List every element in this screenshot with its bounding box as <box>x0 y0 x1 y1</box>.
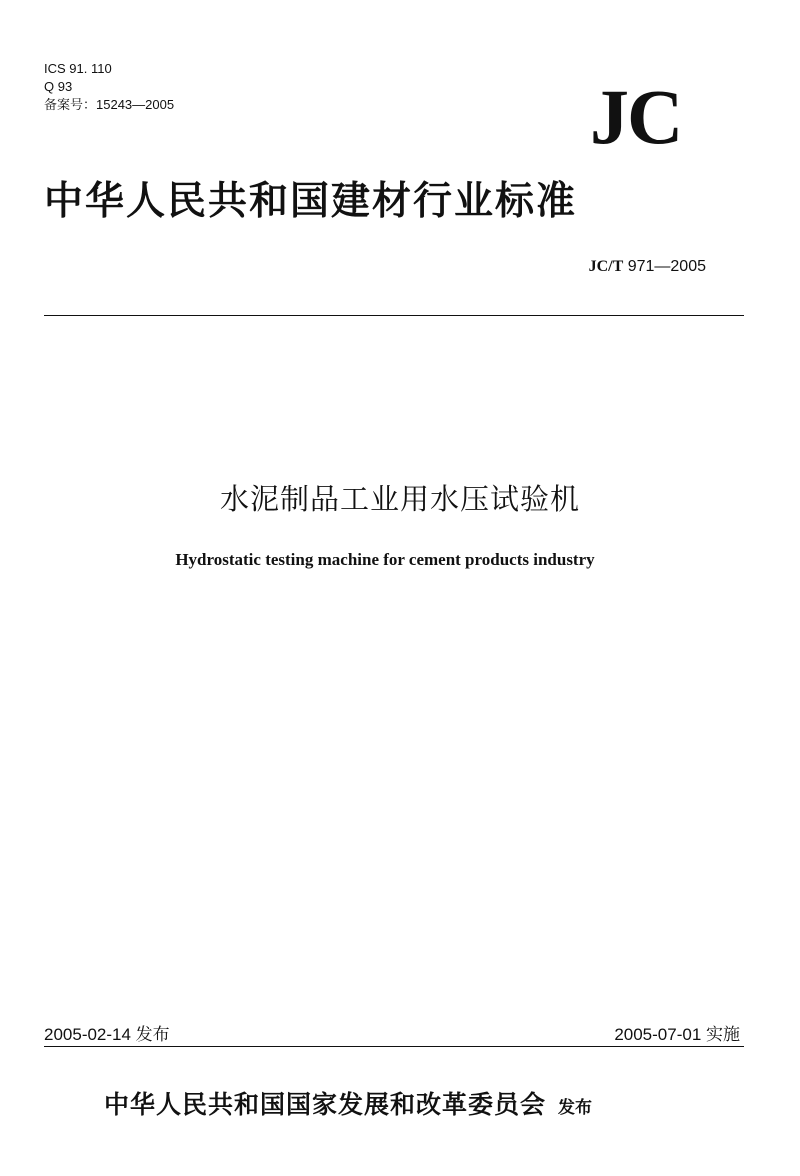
standard-number-value: 971—2005 <box>623 258 706 275</box>
publisher-org: 中华人民共和国国家发展和改革委员会 <box>104 1090 547 1119</box>
record-number: 备案号：15243—2005 <box>44 97 175 112</box>
implementation-date: 2005-07-01 实施 <box>614 1025 740 1044</box>
classification-block <box>44 60 174 114</box>
document-title-zh: 水泥制品工业用水压试验机 <box>219 482 580 516</box>
issue-date: 2005-02-14 发布 <box>44 1025 170 1044</box>
top-divider <box>44 315 744 316</box>
standard-number-prefix: JC/T <box>588 258 624 275</box>
publisher-action: 发布 <box>558 1098 593 1118</box>
standard-category-title: 中华人民共和国建材行业标准 <box>44 178 578 224</box>
ics-code: ICS 91. 110 <box>44 61 112 76</box>
jc-logo: JC <box>590 73 682 160</box>
bottom-divider <box>44 1046 744 1047</box>
document-title-en: Hydrostatic testing machine for cement products industry <box>175 550 595 569</box>
ccs-code: Q 93 <box>44 79 73 94</box>
standard-number <box>589 258 706 276</box>
publisher-line <box>104 1085 592 1121</box>
